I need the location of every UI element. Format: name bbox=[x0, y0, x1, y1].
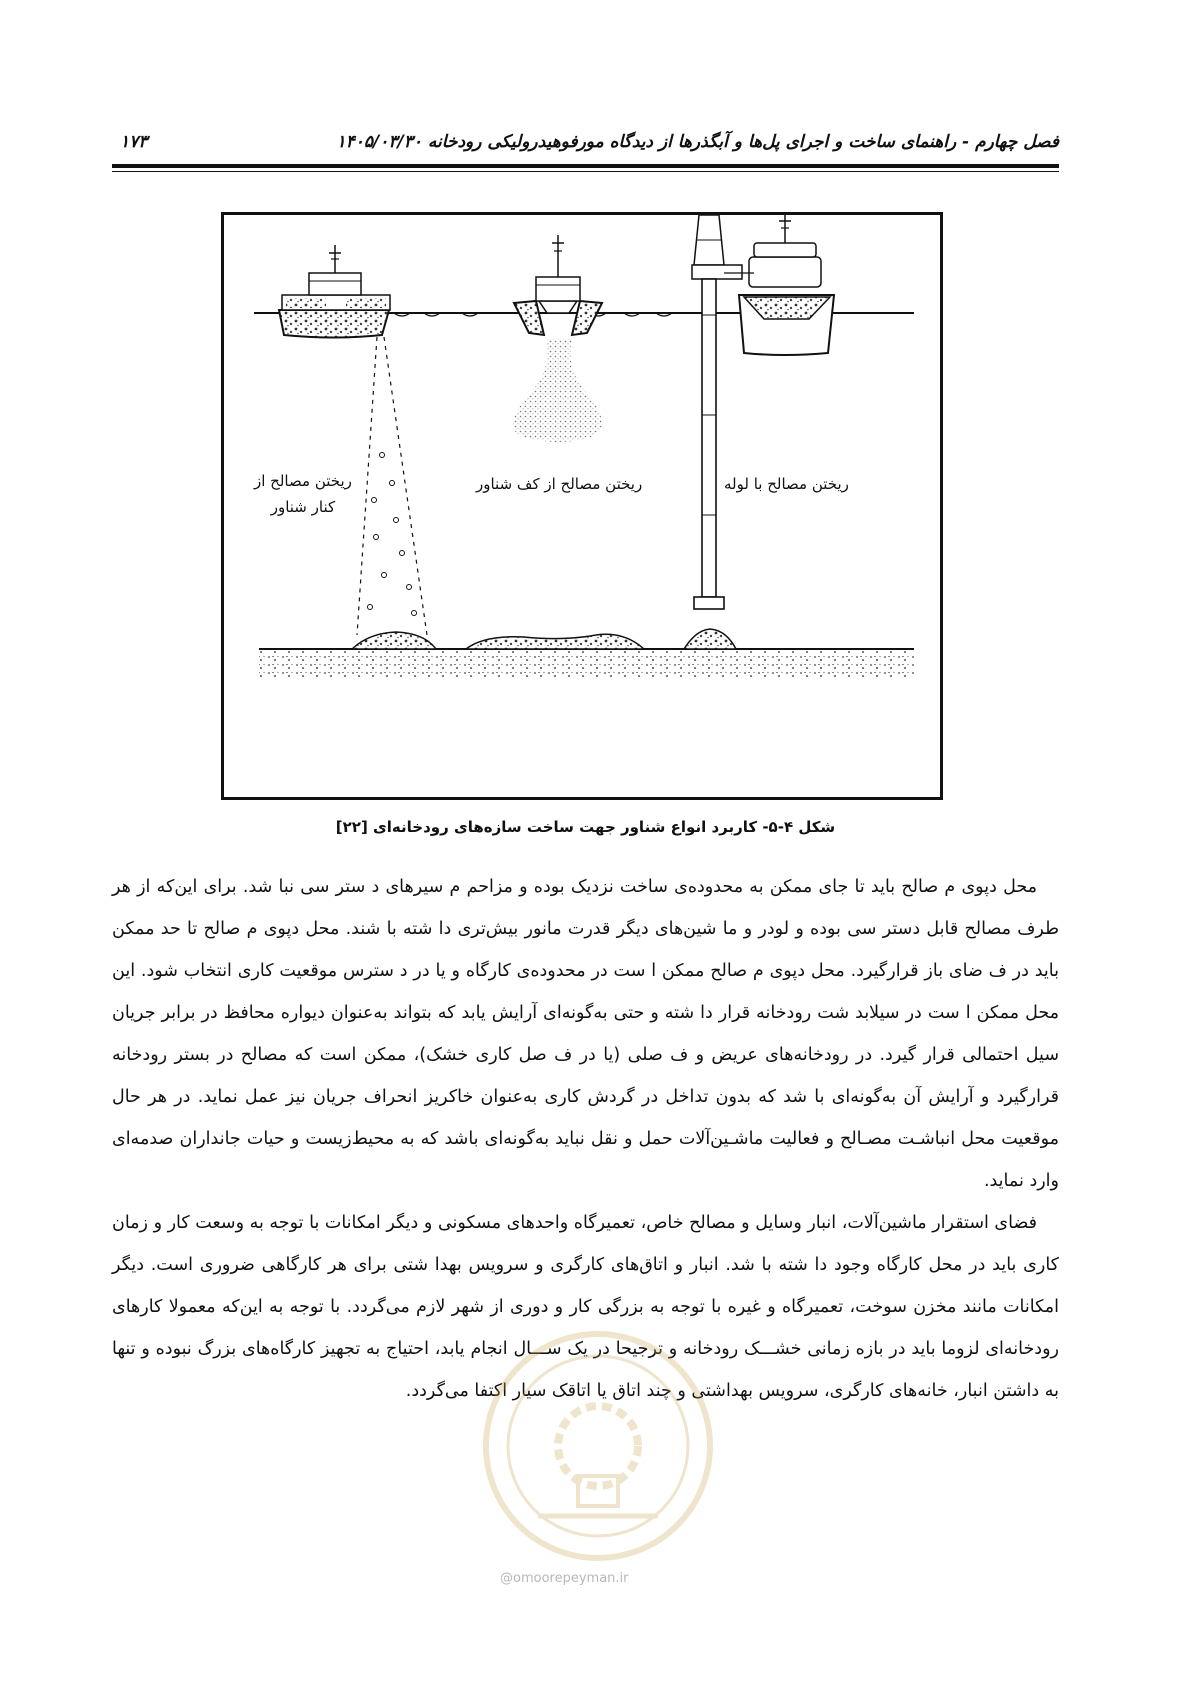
delivery-pipe bbox=[694, 279, 724, 609]
side-dump-label: ریختن مصالح از کنار شناور bbox=[254, 472, 352, 516]
side-dump-cone bbox=[357, 337, 427, 635]
bottom-dump-plume bbox=[513, 339, 602, 442]
figure-floating-dump-methods bbox=[221, 212, 943, 800]
header-rule-thick bbox=[112, 164, 1059, 168]
page-number: ۱۷۳ bbox=[120, 132, 148, 152]
bottom-dump-boat bbox=[514, 235, 602, 335]
header-rule-thin bbox=[112, 171, 1059, 172]
paragraph: محل دپوی م صالح باید تا جای ممکن به محدوده‌ی ساخت نزدیک بوده و مزاحم م سیرهای د ستر سی نبا شد. برای این‌که از هر طرف مصالح قابل دستر سی بوده و لودر و ما شین‌های دیگر قدرت مانور بیش‌تری دا شته با شند. محل دپوی م صالح تا حد ممکن باید در ف ضای باز قرارگیرد. محل دپوی م صالح ممکن ا ست در محدوده‌ی کارگاه و یا در د سترس موقعیت کاری انتخاب شود. این محل ممکن ا ست در سیلابد شت رودخانه قرار دا شته و حتی به‌گونه‌ای آرایش یابد که بتواند به‌عنوان دیواره محافظ در برابر جریان سیل احتمالی قرار گیرد. در رودخانه‌های عریض و ف صلی (یا در ف صل کاری خشک)، ممکن است که مصالح در بستر رودخانه قرارگیرد و آرایش آن به‌گونه‌ای با شد که بدون تداخل در گردش کاری به‌عنوان خاکریز انحراف جریان نیز عمل نماید. در هر حال موقعیت محل انباشـت مصـالح و فعالیت ماشـین‌آلات حمل و نقل نباید به‌گونه‌ای باشد که به محیط‌زیست و حیات جانداران صدمه‌ای وارد نماید. bbox=[112, 877, 1059, 1191]
pipe-dump-label: ریختن مصالح با لوله bbox=[724, 475, 849, 493]
watermark-url: @omoorepeyman.ir bbox=[500, 1571, 629, 1586]
paragraph: فضای استقرار ماشین‌آلات، انبار وسایل و مصالح خاص، تعمیرگاه واحدهای مسکونی و دیگر امکانات با توجه به وسعت کار و زمان کاری باید در محل کارگاه وجود دا شته با شد. انبار و اتاق‌های کارگری و سرویس بهدا شتی برای هر کارگاهی ضروری است. دیگر امکانات مانند مخزن سوخت، تعمیرگاه و غیره با توجه به بزرگی کار و دوری از شهر لازم می‌گردد. با توجه به این‌که معمولا کارهای رودخانه‌ای لزوما باید در بازه زمانی خشـــک رودخانه و ترجیحا در یک ســـال انجام یابد، احتیاج به تجهیز کارگاه‌های بزرگ نبوده و تنها به داشتن انبار، خانه‌های کارگری، سرویس بهداشتی و چند اتاق یا اتاقک سیار اکتفا می‌گردد. bbox=[112, 1213, 1059, 1401]
bottom-dump-label: ریختن مصالح از کف شناور bbox=[476, 475, 643, 493]
river-bed bbox=[259, 629, 914, 678]
watermark-logo bbox=[478, 1326, 718, 1566]
figure-caption: شکل ۴-۵- کاربرد انواع شناور جهت ساخت سازه‌های رودخانه‌ای [۲۲] bbox=[335, 818, 836, 836]
running-title: فصل چهارم - راهنمای ساخت و اجرای پل‌ها و آبگذرها از دیدگاه مورفوهیدرولیکی رودخانه ۱۴۰۵/۰۳/۳۰ bbox=[336, 132, 1059, 152]
page-header bbox=[112, 128, 1059, 168]
side-dump-boat bbox=[279, 245, 390, 338]
